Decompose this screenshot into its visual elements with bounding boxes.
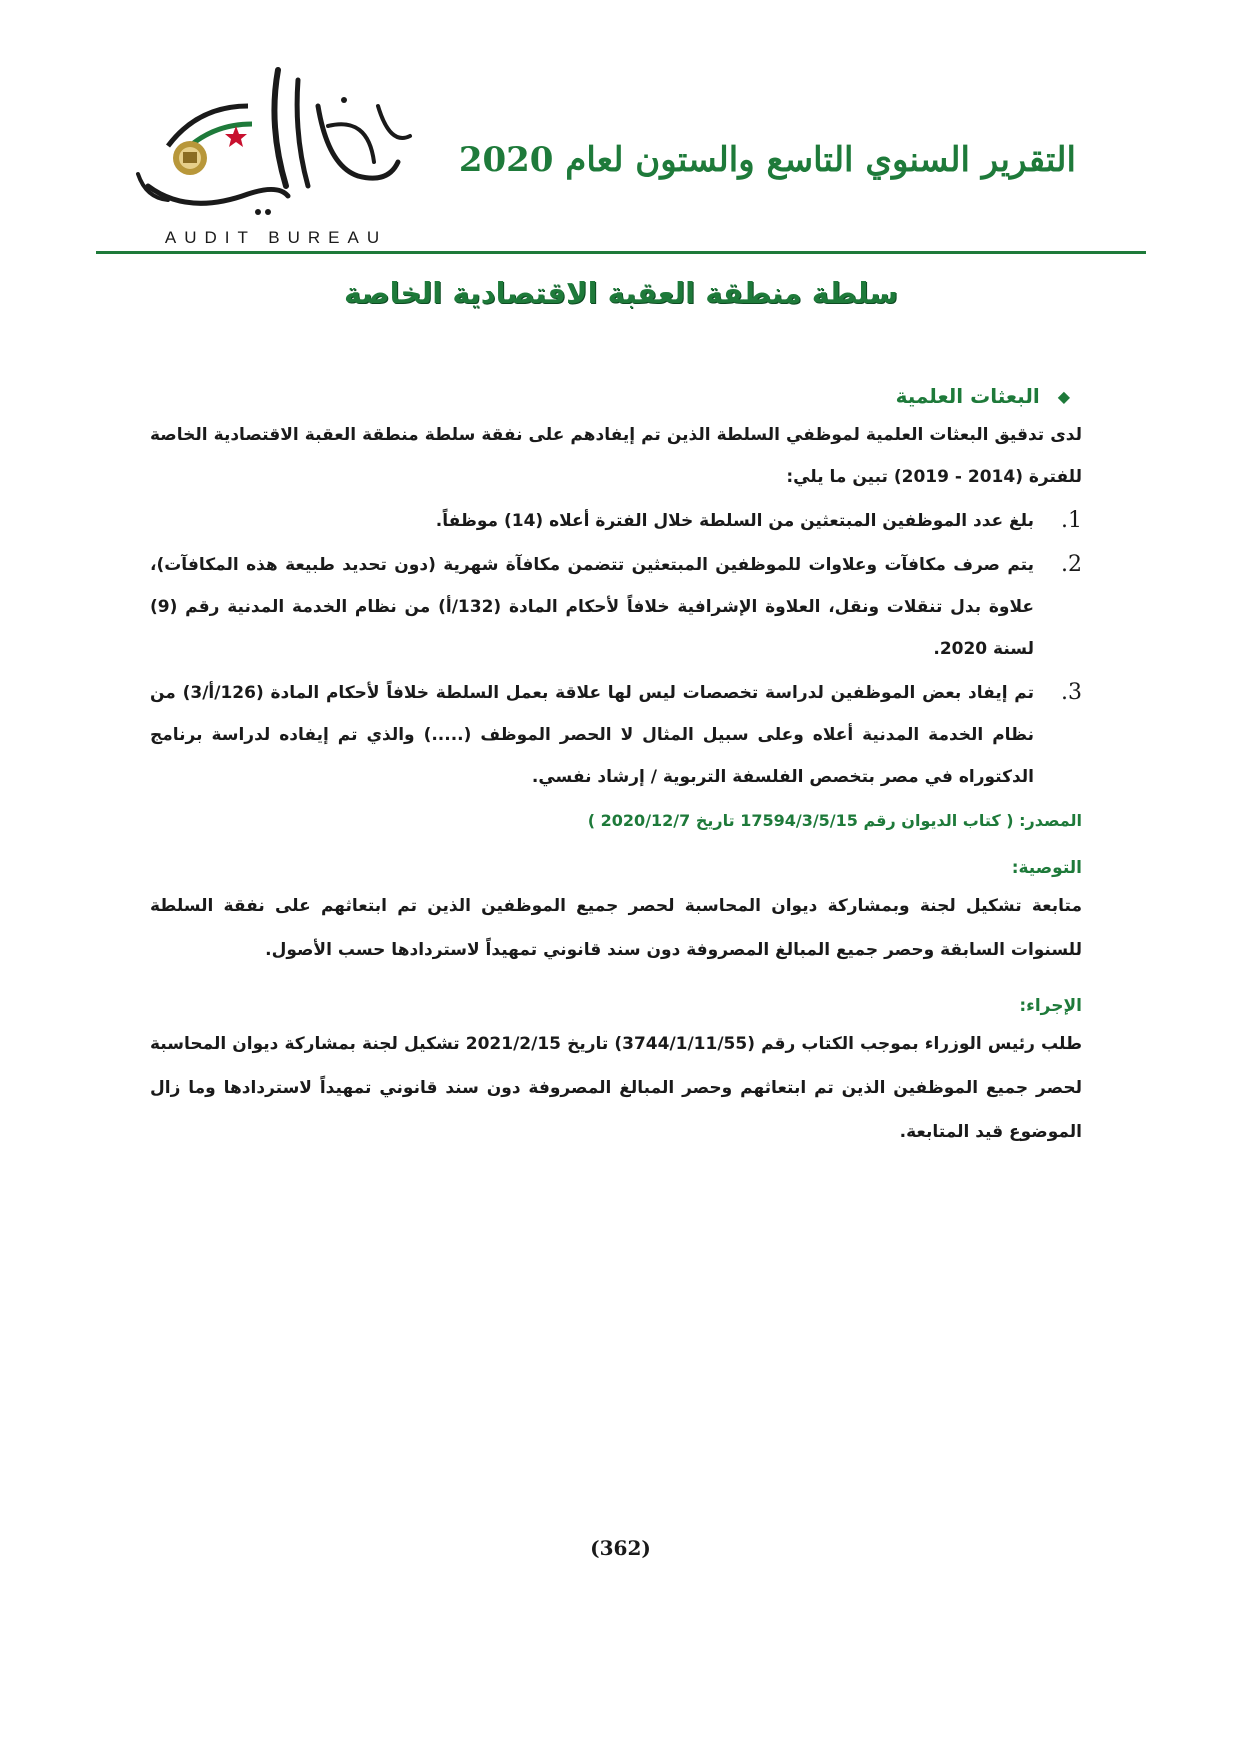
finding-item (150, 500, 1082, 542)
action-label: الإجراء: (1019, 996, 1082, 1016)
source-reference: المصدر: ( كتاب الديوان رقم 17594/3/5/15 تاريخ 2020/12/7 ) (587, 811, 1082, 830)
recommendation-text: متابعة تشكيل لجنة وبمشاركة ديوان المحاسبة لحصر جميع الموظفين الذين تم ابتعاثهم على نفقة السلطة للسنوات السابقة وحصر جميع المبالغ المصروفة دون سند قانوني تمهيداً لاستردادها حسب الأصول. (150, 896, 1082, 960)
calligraphy-emblem-icon (128, 66, 418, 226)
audit-bureau-logo (128, 66, 418, 252)
diamond-bullet-icon: ◆ (1057, 386, 1070, 406)
finding-item (150, 544, 1082, 670)
finding-text: بلغ عدد الموظفين المبتعثين من السلطة خلال الفترة أعلاه (14) موظفاً. (435, 511, 1034, 531)
finding-text: تم إيفاد بعض الموظفين لدراسة تخصصات ليس لها علاقة بعمل السلطة خلافاً لأحكام المادة (126/أ/3) من نظام الخدمة المدنية أعلاه وعلى سبيل المثال لا الحصر الموظف (.....) والذي تم إيفاده لدراسة برنامج الدكتوراه في مصر بتخصص الفلسفة التربوية / إرشاد نفسي. (150, 683, 1034, 787)
subheading (150, 384, 1070, 408)
section-title: سلطة منطقة العقبة الاقتصادية الخاصة (344, 276, 898, 310)
finding-number: 3. (1061, 680, 1082, 705)
recommendation-label: التوصية: (1011, 858, 1082, 878)
header-divider (96, 251, 1146, 254)
logo-caption: AUDIT BUREAU (164, 228, 388, 247)
intro-paragraph: لدى تدقيق البعثات العلمية لموظفي السلطة الذين تم إيفادهم على نفقة سلطة منطقة العقبة الاقتصادية الخاصة للفترة (2014 - 2019) تبين ما يلي: (150, 425, 1082, 487)
page-number: (362) (590, 1536, 651, 1560)
report-title: التقرير السنوي التاسع والستون لعام 2020 (458, 140, 1076, 180)
action-text: طلب رئيس الوزراء بموجب الكتاب رقم (3744/1/11/55) تاريخ 2021/2/15 تشكيل لجنة بمشاركة ديوان المحاسبة لحصر جميع الموظفين الذين تم ابتعاثهم وحصر المبالغ المصروفة دون سند قانوني تمهيداً لاستردادها وما زال الموضوع قيد المتابعة. (150, 1034, 1082, 1142)
finding-number: 2. (1061, 552, 1082, 577)
subheading-text: البعثات العلمية (895, 384, 1040, 408)
findings-list (150, 500, 1082, 798)
report-content (150, 384, 1082, 1154)
finding-item (150, 672, 1082, 798)
finding-number: 1. (1061, 508, 1082, 533)
finding-text: يتم صرف مكافآت وعلاوات للموظفين المبتعثين تتضمن مكافآة شهرية (دون تحديد طبيعة هذه المكافآت)، علاوة بدل تنقلات ونقل، العلاوة الإشرافية خلافاً لأحكام المادة (132/أ) من نظام الخدمة المدنية رقم (9) لسنة 2020. (150, 555, 1034, 659)
